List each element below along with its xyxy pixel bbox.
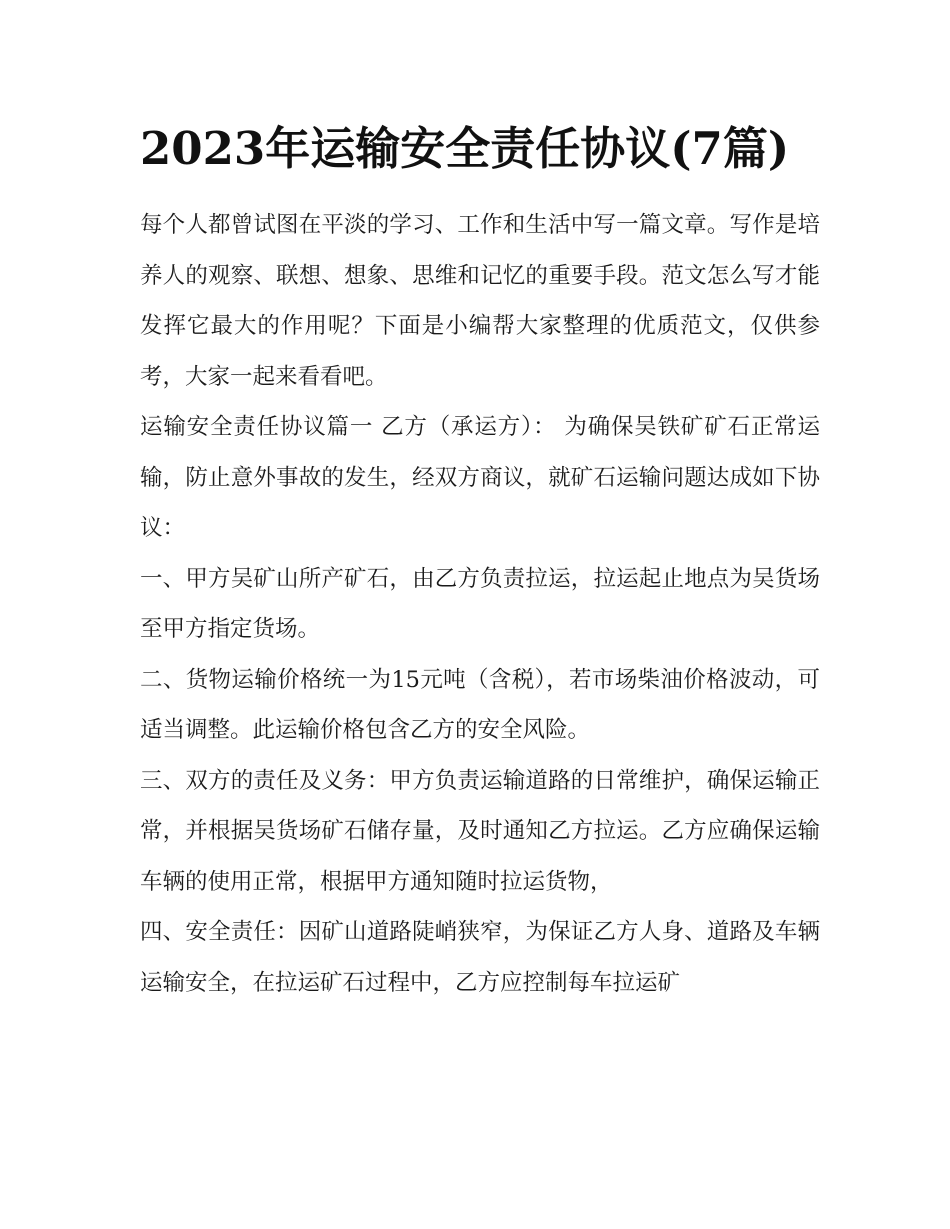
document-body	[140, 200, 820, 1008]
paragraph-intro: 每个人都曾试图在平淡的学习、工作和生活中写一篇文章。写作是培养人的观察、联想、想象、思维和记忆的重要手段。范文怎么写才能发挥它最大的作用呢？下面是小编帮大家整理的优质范文，仅供参考，大家一起来看看吧。	[140, 212, 820, 390]
paragraph-clause-1: 一、甲方吴矿山所产矿石，由乙方负责拉运，拉运起止地点为吴货场至甲方指定货场。	[140, 565, 820, 642]
paragraph-clause-4: 四、安全责任：因矿山道路陡峭狭窄，为保证乙方人身、道路及车辆运输安全，在拉运矿石过程中，乙方应控制每车拉运矿	[140, 919, 820, 996]
document-content	[140, 118, 820, 1008]
paragraph-agreement-opening: 运输安全责任协议篇一 乙方（承运方）： 为确保吴铁矿矿石正常运输，防止意外事故的发生，经双方商议，就矿石运输问题达成如下协议：	[140, 414, 820, 541]
document-title: 2023年运输安全责任协议(7篇)	[140, 122, 790, 175]
paragraph-clause-3: 三、双方的责任及义务：甲方负责运输道路的日常维护，确保运输正常，并根据吴货场矿石储存量，及时通知乙方拉运。乙方应确保运输车辆的使用正常，根据甲方通知随时拉运货物，	[140, 767, 820, 895]
paragraph-clause-2: 二、货物运输价格统一为15元吨（含税），若市场柴油价格波动，可适当调整。此运输价格包含乙方的安全风险。	[140, 666, 820, 743]
